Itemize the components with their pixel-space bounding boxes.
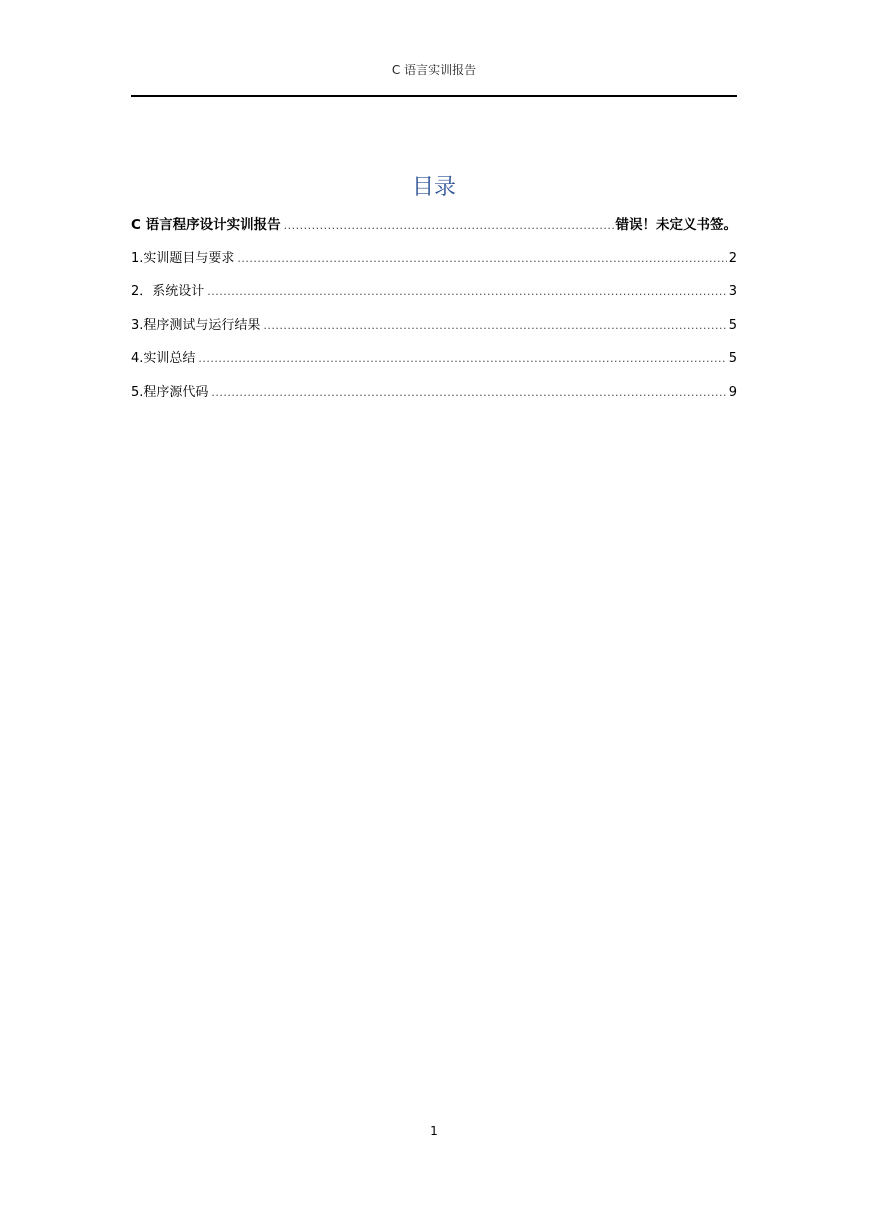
toc-entry-page: 5 <box>728 351 737 366</box>
toc-entry-page: 错误！未定义书签。 <box>615 217 737 233</box>
toc-dot-leader <box>263 312 726 340</box>
toc-entry-label: 4.实训总结 <box>131 351 196 366</box>
page-header: C 语言实训报告 <box>391 63 477 77</box>
toc-entry-page: 5 <box>728 317 737 333</box>
toc-dot-leader <box>211 379 726 407</box>
toc-entry-label: 5.程序源代码 <box>131 384 209 400</box>
toc-dot-leader <box>198 345 726 373</box>
toc-entry-page: 9 <box>728 384 737 400</box>
header-rule <box>131 95 737 97</box>
toc-entry-source-code[interactable] <box>131 379 737 413</box>
table-of-contents <box>131 211 737 412</box>
toc-entry-report-title[interactable] <box>131 211 737 245</box>
toc-entry-label: C 语言程序设计实训报告 <box>131 217 281 233</box>
toc-entry-page: 2 <box>728 250 737 266</box>
toc-dot-leader <box>207 278 726 306</box>
toc-dot-leader <box>237 245 726 273</box>
toc-entry-testing[interactable] <box>131 312 737 346</box>
toc-dot-leader <box>284 212 614 240</box>
page-number: 1 <box>430 1124 438 1138</box>
toc-entry-summary[interactable] <box>131 345 737 379</box>
toc-entry-label: 3.程序测试与运行结果 <box>131 317 261 333</box>
toc-entry-requirements[interactable] <box>131 245 737 279</box>
toc-entry-label: 1.实训题目与要求 <box>131 250 235 266</box>
toc-title: 目录 <box>411 175 456 200</box>
toc-entry-label: 2．系统设计 <box>131 284 205 299</box>
toc-entry-system-design[interactable] <box>131 278 737 312</box>
toc-entry-page: 3 <box>728 284 737 299</box>
